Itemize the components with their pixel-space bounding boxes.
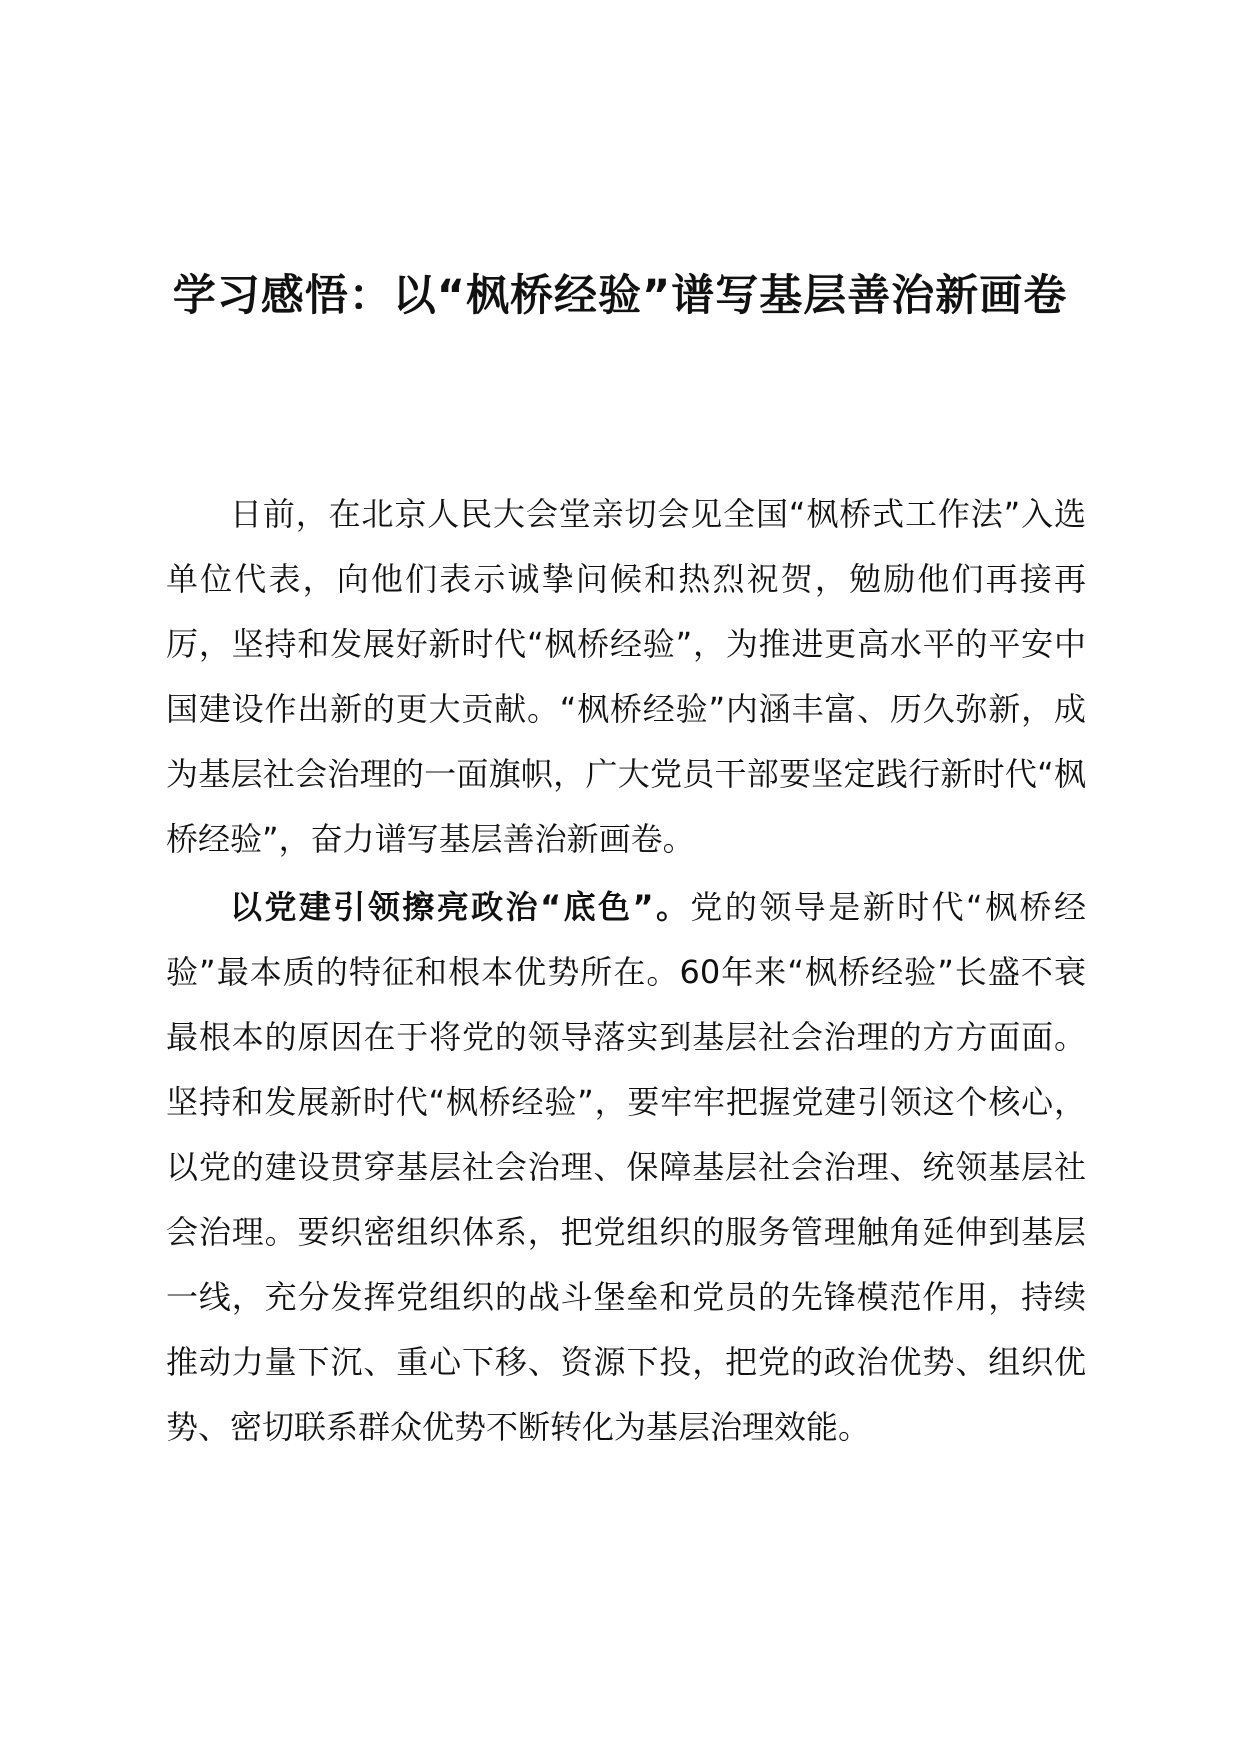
- paragraph-party-building-text: 党的领导是新时代“枫桥经验”最本质的特征和根本优势所在。60年来“枫桥经验”长盛不衰最根本的原因在于将党的领导落实到基层社会治理的方方面面。坚持和发展新时代“枫桥经验”，要牢牢把握党建引领这个核心，以党的建设贯穿基层社会治理、保障基层社会治理、统领基层社会治理。要织密组织体系，把党组织的服务管理触角延伸到基层一线，充分发挥党组织的战斗堡垒和党员的先锋模范作用，持续推动力量下沉、重心下移、资源下投，把党的政治优势、组织优势、密切联系群众优势不断转化为基层治理效能。: [166, 888, 1086, 1446]
- document-body: [166, 482, 1086, 1463]
- paragraph-party-building: [166, 875, 1086, 1460]
- paragraph-intro: [166, 482, 1086, 872]
- paragraph-intro-text: 日前，在北京人民大会堂亲切会见全国“枫桥式工作法”入选单位代表，向他们表示诚挚问候和热烈祝贺，勉励他们再接再厉，坚持和发展好新时代“枫桥经验”，为推进更高水平的平安中国建设作出新的更大贡献。“枫桥经验”内涵丰富、历久弥新，成为基层社会治理的一面旗帜，广大党员干部要坚定践行新时代“枫桥经验”，奋力谱写基层善治新画卷。: [166, 495, 1086, 858]
- paragraph-party-building-heading: 以党建引领擦亮政治“底色”。: [230, 888, 691, 926]
- document-title: 学习感悟：以“枫桥经验”谱写基层善治新画卷: [172, 271, 1068, 321]
